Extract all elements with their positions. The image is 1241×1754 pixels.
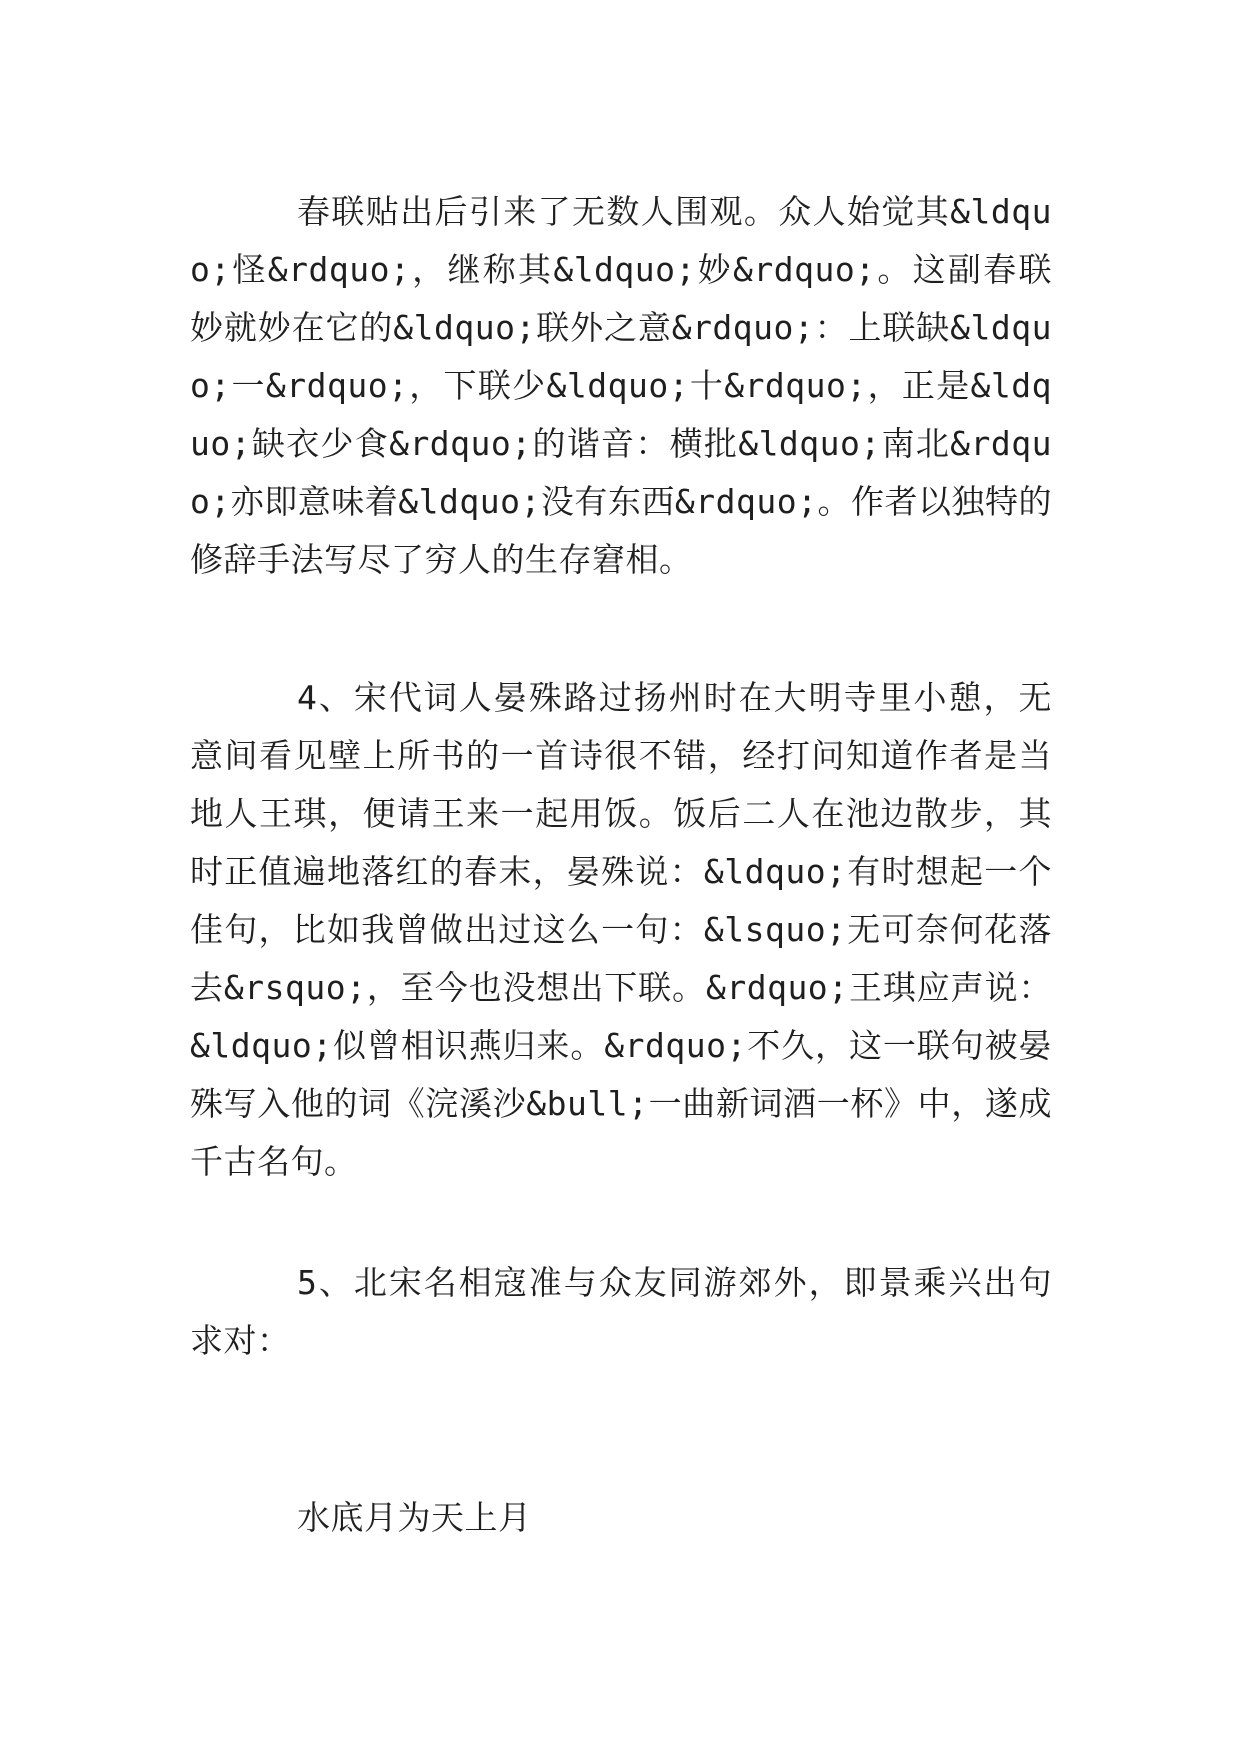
paragraph-kou-zhun-story: 5、北宋名相寇准与众友同游郊外，即景乘兴出句求对： xyxy=(190,1263,1052,1360)
paragraph-couplet-line: 水底月为天上月 xyxy=(297,1498,532,1537)
paragraph-yan-shu-story: 4、宋代词人晏殊路过扬州时在大明寺里小憩，无意间看见壁上所书的一首诗很不错，经打问知道作者是当地人王琪，便请王来一起用饭。饭后二人在池边散步，其时正值遍地落红的春末，晏殊说：&ldquo;有时想起一个佳句，比如我曾做出过这么一句：&lsquo;无可奈何花落去&rsquo;，至今也没想出下联。&rdquo;王琪应声说：&ldquo;似曾相识燕归来。&rdquo;不久，这一联句被晏殊写入他的词《浣溪沙&bull;一曲新词酒一杯》中，遂成千古名句。 xyxy=(190,678,1052,1181)
paragraph-spring-couplet-explanation: 春联贴出后引来了无数人围观。众人始觉其&ldquo;怪&rdquo;，继称其&ldquo;妙&rdquo;。这副春联妙就妙在它的&ldquo;联外之意&rdquo;：上联缺&ldquo;一&rdquo;，下联少&ldquo;十&rdquo;，正是&ldquo;缺衣少食&rdquo;的谐音：横批&ldquo;南北&rdquo;亦即意味着&ldquo;没有东西&rdquo;。作者以独特的修辞手法写尽了穷人的生存窘相。 xyxy=(190,192,1052,579)
